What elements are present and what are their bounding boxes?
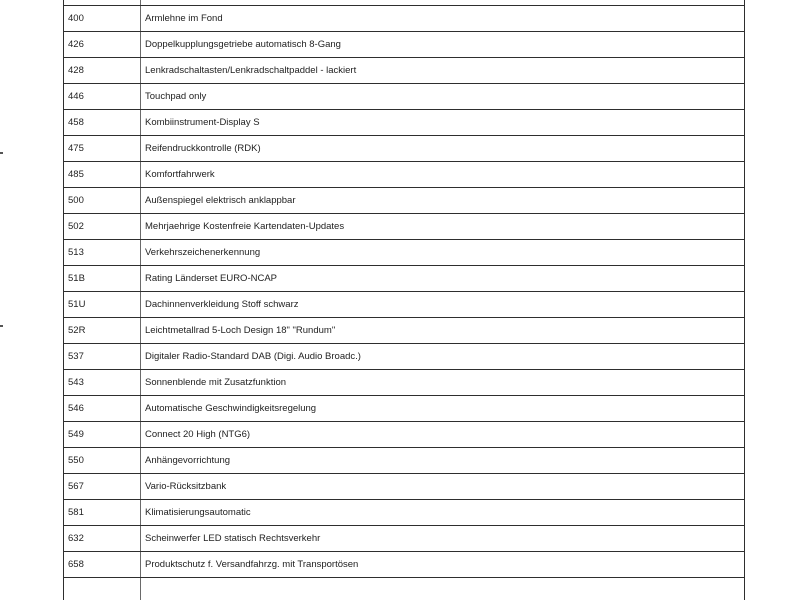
table-row xyxy=(64,84,745,110)
table-row xyxy=(64,240,745,266)
table-row xyxy=(64,370,745,396)
option-code-cell: 52R xyxy=(64,318,141,344)
table-row xyxy=(64,396,745,422)
option-code-cell: 537 xyxy=(64,344,141,370)
table-row xyxy=(64,318,745,344)
option-description-cell: Komfortfahrwerk xyxy=(141,162,745,188)
option-code-cell: 567 xyxy=(64,474,141,500)
option-description-cell: Lenkradschaltasten/Lenkradschaltpaddel - lackiert xyxy=(141,58,745,84)
option-description-cell: Dachinnenverkleidung Stoff schwarz xyxy=(141,292,745,318)
table-row xyxy=(64,344,745,370)
option-description-cell: Digitaler Radio-Standard DAB (Digi. Audio Broadc.) xyxy=(141,344,745,370)
option-code-cell: 502 xyxy=(64,214,141,240)
option-code-cell: 428 xyxy=(64,58,141,84)
option-description-cell: Mehrjaehrige Kostenfreie Kartendaten-Updates xyxy=(141,214,745,240)
option-code-cell: 550 xyxy=(64,448,141,474)
option-description-cell: Außenspiegel elektrisch anklappbar xyxy=(141,188,745,214)
option-code-cell: 51B xyxy=(64,266,141,292)
table-row xyxy=(64,474,745,500)
option-code-cell: 632 xyxy=(64,526,141,552)
option-code-cell: 446 xyxy=(64,84,141,110)
table-row xyxy=(64,110,745,136)
table-row xyxy=(64,578,745,600)
option-description-cell: Verkehrszeichenerkennung xyxy=(141,240,745,266)
option-code-cell: 546 xyxy=(64,396,141,422)
option-code-cell: 458 xyxy=(64,110,141,136)
option-description-cell: Anhängevorrichtung xyxy=(141,448,745,474)
option-description-cell: Sonnenblende mit Zusatzfunktion xyxy=(141,370,745,396)
option-description-cell xyxy=(141,578,745,600)
option-code-cell: 400 xyxy=(64,6,141,32)
option-code-cell xyxy=(64,578,141,600)
option-description-cell: Automatische Geschwindigkeitsregelung xyxy=(141,396,745,422)
equipment-table-container xyxy=(63,0,745,600)
option-code-cell: 426 xyxy=(64,32,141,58)
page-edge-mark xyxy=(0,152,3,154)
table-row xyxy=(64,292,745,318)
option-description-cell: Rating Länderset EURO-NCAP xyxy=(141,266,745,292)
option-description-cell: Vario-Rücksitzbank xyxy=(141,474,745,500)
option-code-cell: 500 xyxy=(64,188,141,214)
option-code-cell: 543 xyxy=(64,370,141,396)
table-row xyxy=(64,526,745,552)
option-code-cell: 549 xyxy=(64,422,141,448)
table-row xyxy=(64,214,745,240)
option-code-cell: 658 xyxy=(64,552,141,578)
option-description-cell: Kombiinstrument-Display S xyxy=(141,110,745,136)
table-row xyxy=(64,58,745,84)
option-description-cell: Leichtmetallrad 5-Loch Design 18" "Rundum" xyxy=(141,318,745,344)
table-row xyxy=(64,448,745,474)
option-description-cell: Scheinwerfer LED statisch Rechtsverkehr xyxy=(141,526,745,552)
table-row xyxy=(64,188,745,214)
table-row xyxy=(64,500,745,526)
table-row xyxy=(64,32,745,58)
option-description-cell: Doppelkupplungsgetriebe automatisch 8-Gang xyxy=(141,32,745,58)
table-row xyxy=(64,136,745,162)
table-row xyxy=(64,422,745,448)
page-edge-mark xyxy=(0,325,3,327)
option-description-cell: Produktschutz f. Versandfahrzg. mit Transportösen xyxy=(141,552,745,578)
option-code-cell: 485 xyxy=(64,162,141,188)
option-description-cell: Klimatisierungsautomatic xyxy=(141,500,745,526)
equipment-table xyxy=(63,0,745,600)
option-description-cell: Reifendruckkontrolle (RDK) xyxy=(141,136,745,162)
table-row xyxy=(64,162,745,188)
option-code-cell: 475 xyxy=(64,136,141,162)
table-row xyxy=(64,552,745,578)
equipment-table-body xyxy=(64,0,745,600)
option-description-cell: Armlehne im Fond xyxy=(141,6,745,32)
option-code-cell: 513 xyxy=(64,240,141,266)
table-row xyxy=(64,266,745,292)
table-row xyxy=(64,6,745,32)
option-description-cell: Touchpad only xyxy=(141,84,745,110)
option-code-cell: 51U xyxy=(64,292,141,318)
option-code-cell: 581 xyxy=(64,500,141,526)
option-description-cell: Connect 20 High (NTG6) xyxy=(141,422,745,448)
